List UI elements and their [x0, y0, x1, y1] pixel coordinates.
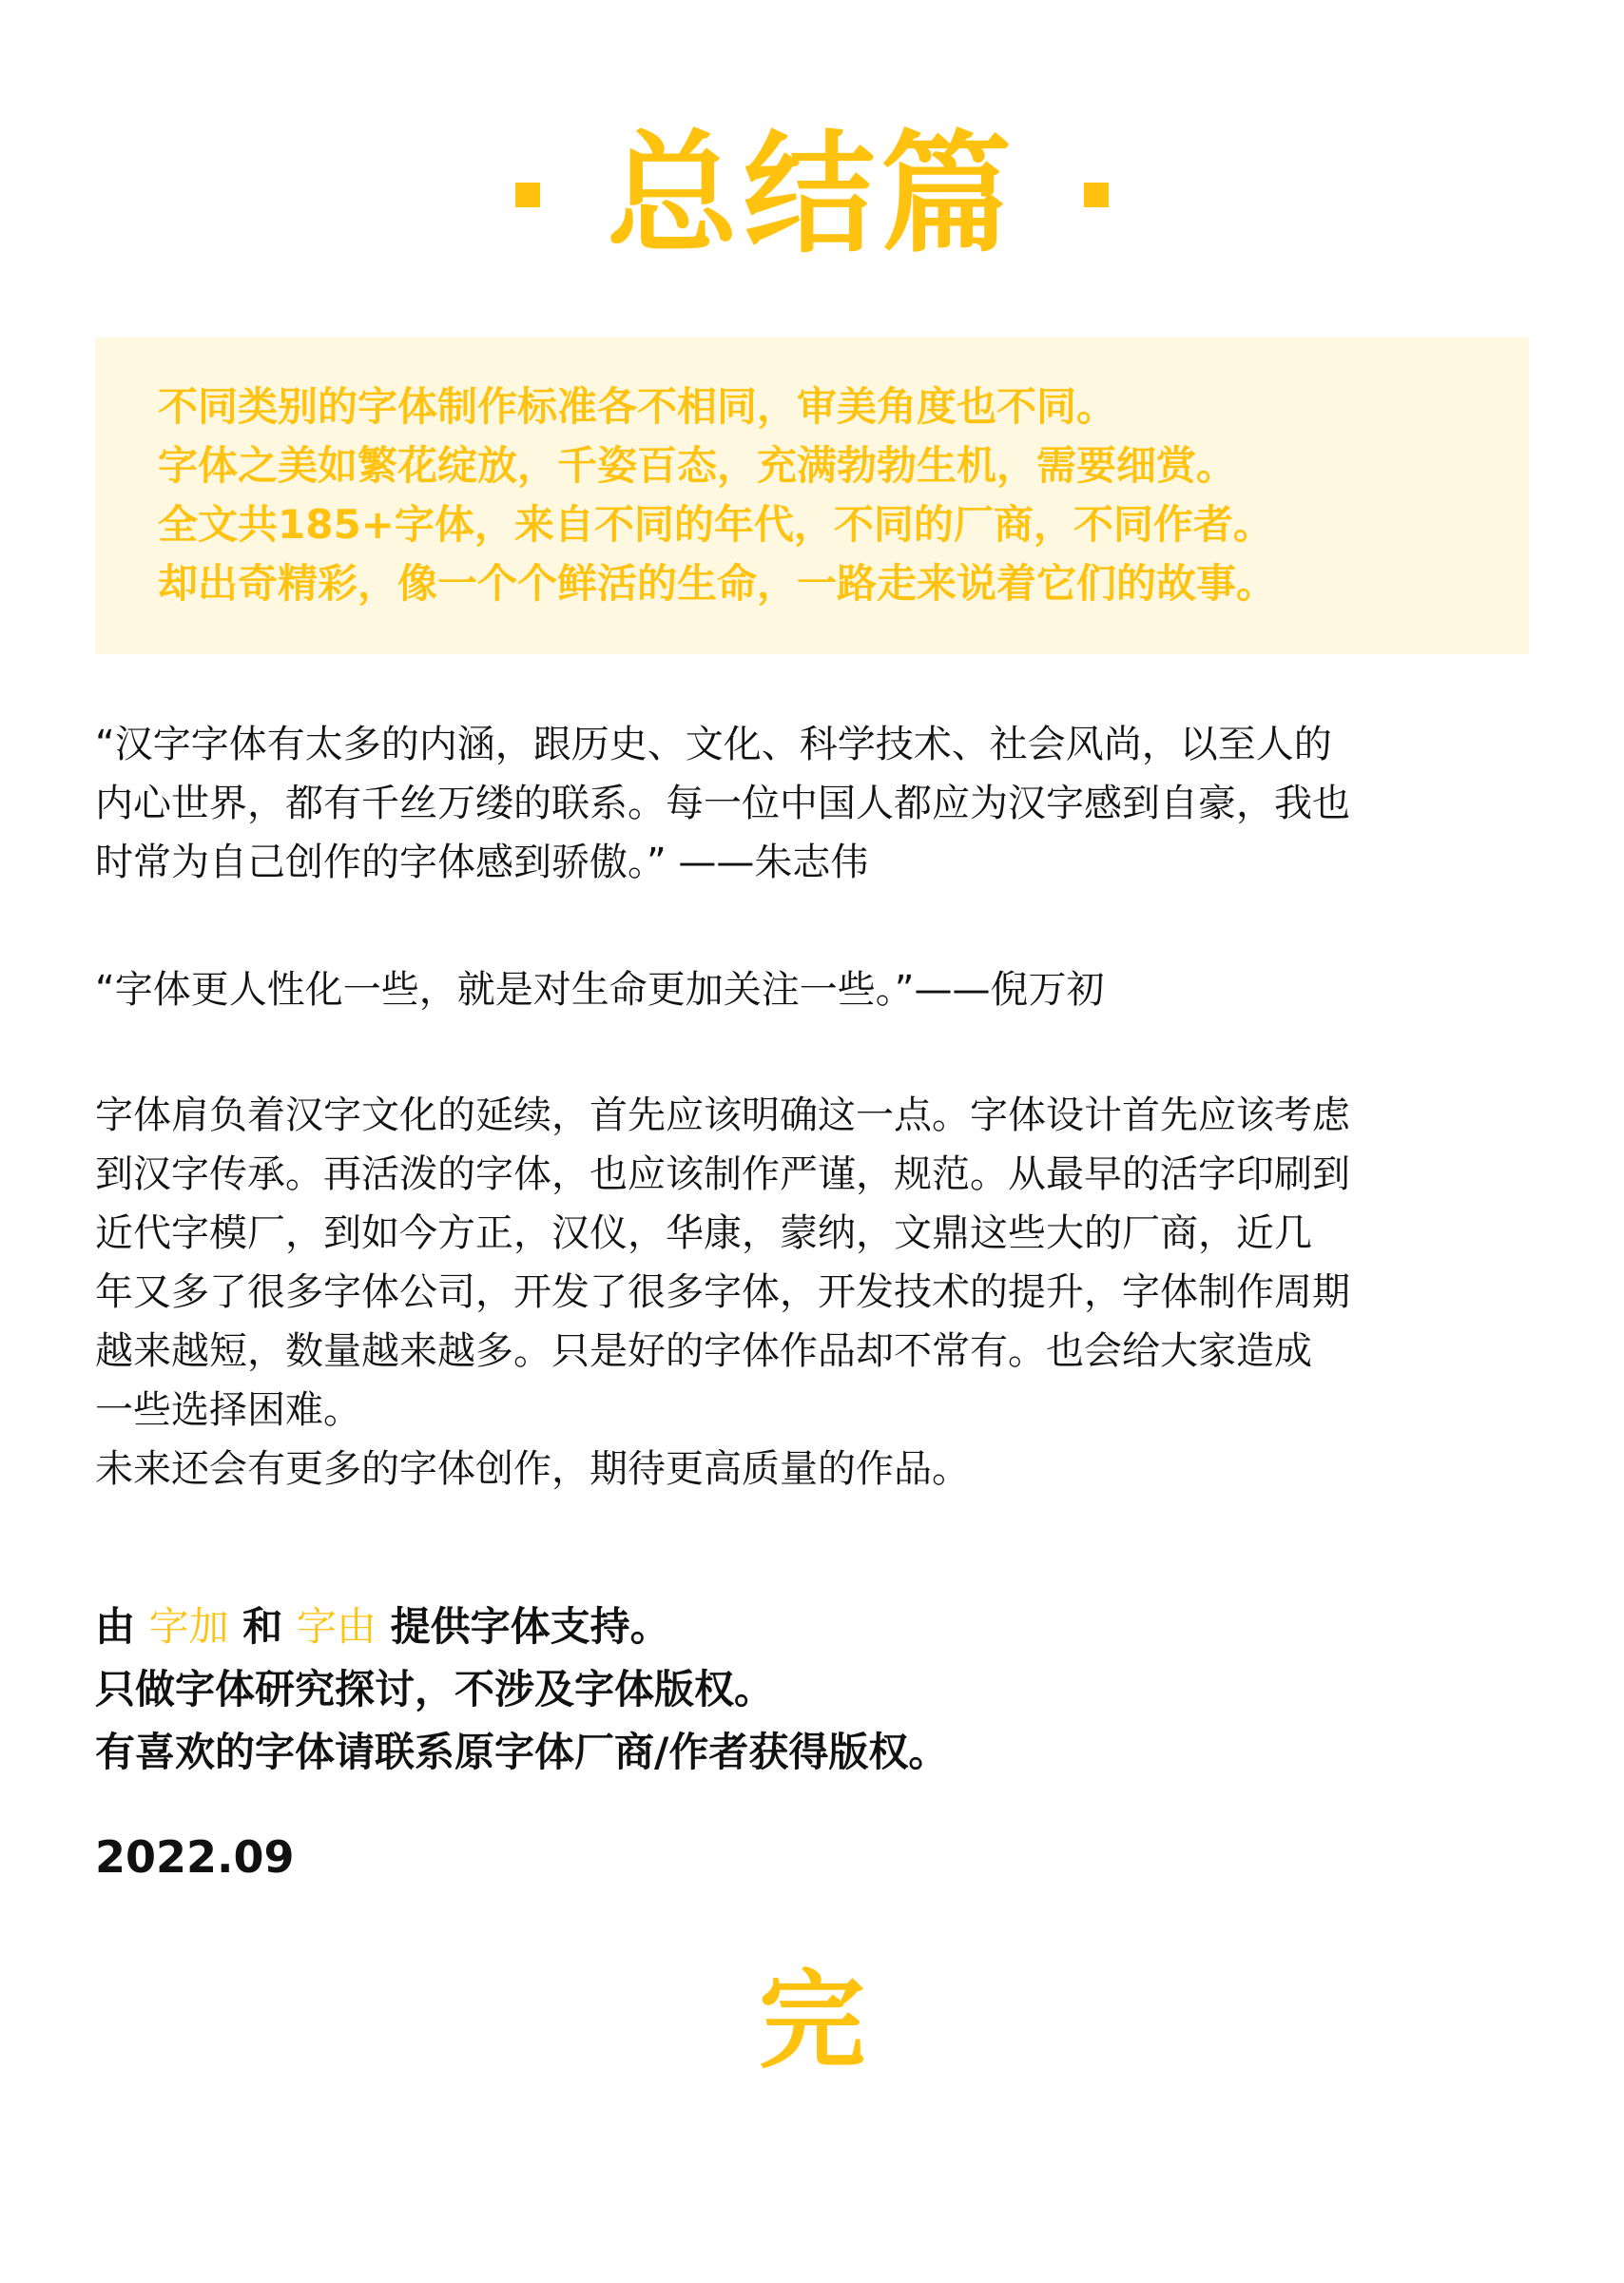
brand-ziyou: 字由: [296, 1603, 377, 1650]
quote-line: “字体更人性化一些，就是对生命更加关注一些。”——倪万初: [95, 968, 1105, 1012]
page-title: 总结篇: [606, 118, 1017, 271]
quote-line: 内心世界，都有千丝万缕的联系。每一位中国人都应为汉字感到自豪，我也: [95, 782, 1350, 825]
title-dot-right: [1084, 183, 1109, 207]
intro-line: 却出奇精彩，像一个个鲜活的生命，一路走来说着它们的故事。: [158, 560, 1277, 607]
body-line: 越来越短，数量越来越多。只是好的字体作品却不常有。也会给大家造成: [95, 1329, 1312, 1373]
credit-line-disclaimer: 只做字体研究探讨，不涉及字体版权。: [95, 1666, 775, 1712]
credit-line-support: [95, 1596, 1540, 1658]
body-line: 年又多了很多字体公司，开发了很多字体，开发技术的提升，字体制作周期: [95, 1270, 1350, 1314]
credit-suffix: 提供字体支持。: [390, 1603, 670, 1650]
brand-zijia: 字加: [148, 1603, 229, 1650]
quote-ni-wanchu: [95, 960, 1540, 1019]
credit-line-copyright: 有喜欢的字体请联系原字体厂商/作者获得版权。: [95, 1729, 949, 1775]
body-paragraph: [95, 1086, 1540, 1499]
intro-highlight-box: [95, 338, 1529, 654]
body-line: 字体肩负着汉字文化的延续，首先应该明确这一点。字体设计首先应该考虑: [95, 1093, 1350, 1137]
quote-line: “汉字字体有太多的内涵，跟历史、文化、科学技术、社会风尚，以至人的: [95, 723, 1332, 766]
date: 2022.09: [95, 1831, 295, 1883]
quote-line: 时常为自己创作的字体感到骄傲。” ——朱志伟: [95, 841, 869, 884]
credits: [95, 1596, 1540, 1784]
body-line: 近代字模厂，到如今方正，汉仪，华康，蒙纳，文鼎这些大的厂商，近几: [95, 1211, 1312, 1255]
body-line: 未来还会有更多的字体创作，期待更高质量的作品。: [95, 1447, 970, 1491]
body-line: 一些选择困难。: [95, 1388, 361, 1432]
credit-prefix: 由: [95, 1603, 136, 1650]
title-dot-left: [515, 183, 540, 207]
intro-line: 不同类别的字体制作标准各不相同，审美角度也不同。: [158, 383, 1117, 430]
page-title-row: [0, 114, 1624, 276]
credit-conj: 和: [242, 1603, 283, 1650]
body-line: 到汉字传承。再活泼的字体，也应该制作严谨，规范。从最早的活字印刷到: [95, 1152, 1350, 1196]
intro-line: 全文共185+字体，来自不同的年代，不同的厂商，不同作者。: [158, 501, 1273, 548]
intro-line: 字体之美如繁花绽放，千姿百态，充满勃勃生机，需要细赏。: [158, 442, 1237, 489]
end-mark: 完: [759, 1960, 865, 2083]
quote-zhu-zhiwei: [95, 715, 1540, 892]
